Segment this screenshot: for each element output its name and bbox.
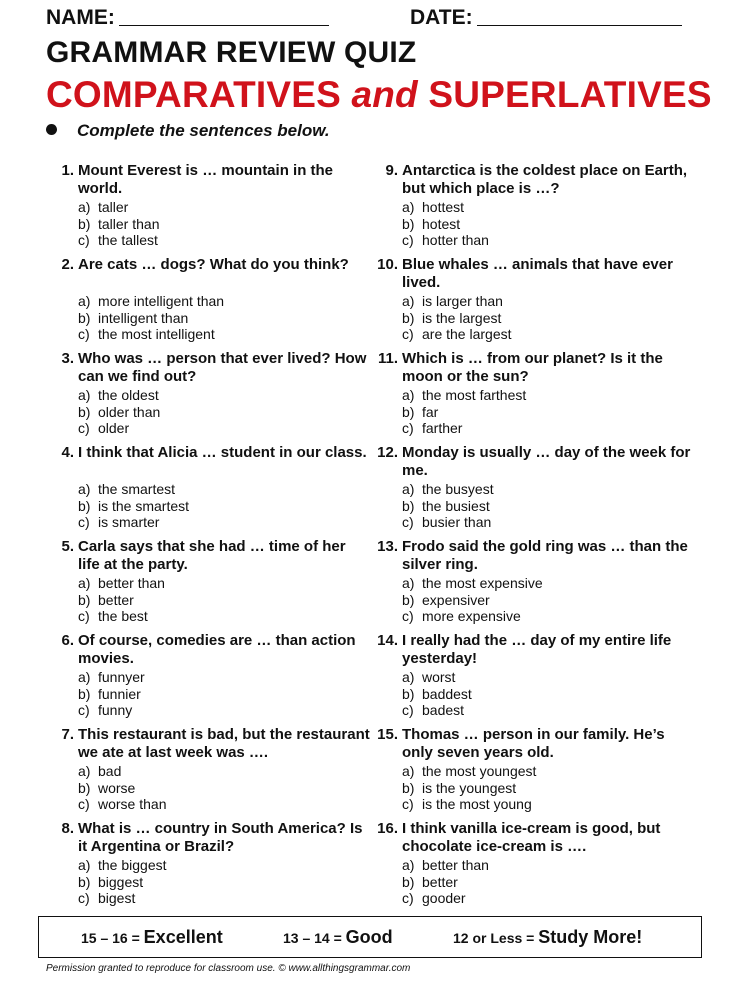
option-text: older than xyxy=(98,403,161,420)
option-letter: a) xyxy=(402,293,415,309)
option-letter: b) xyxy=(78,779,91,796)
question-number: 10. xyxy=(377,256,398,273)
question-number: 7. xyxy=(61,726,74,743)
question-number: 8. xyxy=(61,820,74,837)
answer-options xyxy=(78,199,159,249)
question-item xyxy=(372,162,692,256)
option-letter: c) xyxy=(78,796,90,812)
answer-option[interactable] xyxy=(78,293,224,310)
question-text: Mount Everest is … mountain in the world. xyxy=(78,162,334,197)
answer-option[interactable] xyxy=(402,514,494,531)
option-text: hottest xyxy=(422,199,465,215)
answer-options xyxy=(78,481,189,531)
answer-option[interactable] xyxy=(78,514,189,531)
option-text: badest xyxy=(422,702,465,718)
answer-option[interactable] xyxy=(402,481,494,498)
answer-option[interactable] xyxy=(78,420,160,437)
answer-option[interactable] xyxy=(78,575,165,592)
question-item xyxy=(48,820,368,914)
answer-option[interactable] xyxy=(78,669,145,686)
question-text: Who was … person that ever lived? How can we find out? xyxy=(78,350,367,385)
answer-option[interactable] xyxy=(402,387,526,404)
question-text: Are cats … dogs? What do you think? xyxy=(78,256,349,273)
answer-options xyxy=(402,481,494,531)
date-blank-line[interactable] xyxy=(477,25,682,26)
score-box xyxy=(38,916,702,958)
option-letter: b) xyxy=(402,309,415,326)
question-text: I think that Alicia … student in our class. xyxy=(78,444,367,461)
answer-options xyxy=(402,199,489,249)
option-text: the tallest xyxy=(98,232,158,248)
option-letter: a) xyxy=(402,857,415,873)
answer-option[interactable] xyxy=(402,310,512,327)
question-text: Frodo said the gold ring was … than the silver ring. xyxy=(402,538,688,573)
option-letter: c) xyxy=(78,890,90,906)
question-item xyxy=(48,632,368,726)
question-item xyxy=(372,726,692,820)
question-item xyxy=(372,444,692,538)
question-text: What is … country in South America? Is it Argentina or Brazil? xyxy=(78,820,363,855)
option-text: the busyest xyxy=(422,481,494,497)
option-text: better than xyxy=(422,857,489,873)
option-letter: a) xyxy=(78,387,91,403)
question-number: 16. xyxy=(377,820,398,837)
answer-option[interactable] xyxy=(402,796,536,813)
option-text: the most youngest xyxy=(422,763,537,779)
answer-option[interactable] xyxy=(78,199,159,216)
answer-option[interactable] xyxy=(402,874,489,891)
answer-options xyxy=(402,763,536,813)
option-letter: c) xyxy=(402,890,414,906)
option-letter: a) xyxy=(402,669,415,685)
answer-option[interactable] xyxy=(78,498,189,515)
option-letter: c) xyxy=(78,608,90,624)
answer-options xyxy=(78,669,145,719)
question-number: 3. xyxy=(61,350,74,367)
question-text: Monday is usually … day of the week for me. xyxy=(402,444,691,479)
option-text: is the largest xyxy=(422,309,502,326)
option-letter: a) xyxy=(78,669,91,685)
answer-option[interactable] xyxy=(78,326,224,343)
header-line xyxy=(46,6,706,32)
option-text: funny xyxy=(98,702,133,718)
question-text: Blue whales … animals that have ever lived. xyxy=(402,256,673,291)
option-letter: c) xyxy=(402,702,414,718)
question-text: I think vanilla ice-cream is good, but chocolate ice-cream is …. xyxy=(402,820,661,855)
question-item xyxy=(372,256,692,350)
question-number: 15. xyxy=(377,726,398,743)
question-text: Thomas … person in our family. He’s only seven years old. xyxy=(402,726,665,761)
option-letter: b) xyxy=(78,309,91,326)
quiz-subtitle xyxy=(46,74,712,116)
question-item xyxy=(372,350,692,444)
option-text: far xyxy=(422,403,439,420)
answer-option[interactable] xyxy=(402,890,489,907)
answer-option[interactable] xyxy=(78,686,145,703)
option-text: is the most young xyxy=(422,796,532,812)
answer-option[interactable] xyxy=(402,669,472,686)
option-letter: b) xyxy=(402,591,415,608)
score-excellent xyxy=(81,927,223,948)
option-letter: c) xyxy=(402,232,414,248)
option-letter: c) xyxy=(402,420,414,436)
answer-option[interactable] xyxy=(402,420,526,437)
name-field[interactable] xyxy=(46,6,329,30)
bullet-icon xyxy=(46,124,57,135)
option-text: is the smartest xyxy=(98,497,190,514)
score-result: Good xyxy=(345,927,393,947)
question-text: Carla says that she had … time of her life at the party. xyxy=(78,538,346,573)
option-text: the best xyxy=(98,608,148,624)
answer-option[interactable] xyxy=(402,702,472,719)
answer-option[interactable] xyxy=(402,232,489,249)
question-text: Antarctica is the coldest place on Earth, but which place is …? xyxy=(402,162,688,197)
answer-option[interactable] xyxy=(78,796,166,813)
instruction xyxy=(46,121,330,141)
option-text: the oldest xyxy=(98,387,159,403)
answer-option[interactable] xyxy=(402,216,489,233)
name-label: NAME: xyxy=(46,6,115,29)
name-blank-line[interactable] xyxy=(119,25,329,26)
option-letter: b) xyxy=(402,215,415,232)
answer-option[interactable] xyxy=(78,216,159,233)
question-number: 14. xyxy=(377,632,398,649)
option-letter: c) xyxy=(78,702,90,718)
option-letter: b) xyxy=(78,497,91,514)
answer-options xyxy=(402,387,526,437)
question-number: 9. xyxy=(385,162,398,179)
answer-options xyxy=(78,763,166,813)
option-letter: a) xyxy=(402,575,415,591)
score-range: 12 or Less = xyxy=(453,930,539,946)
score-result: Study More! xyxy=(538,927,643,947)
option-text: busier than xyxy=(422,514,492,530)
question-text: Which is … from our planet? Is it the moon or the sun? xyxy=(402,350,663,385)
answer-options xyxy=(78,387,160,437)
option-letter: b) xyxy=(402,779,415,796)
date-label: DATE: xyxy=(410,6,473,29)
quiz-title: GRAMMAR REVIEW QUIZ xyxy=(46,36,417,69)
option-text: worse than xyxy=(98,796,167,812)
answer-option[interactable] xyxy=(402,780,536,797)
answer-option[interactable] xyxy=(402,326,512,343)
option-text: bad xyxy=(98,763,122,779)
option-letter: b) xyxy=(78,591,91,608)
option-text: is the youngest xyxy=(422,779,517,796)
option-letter: c) xyxy=(402,608,414,624)
answer-option[interactable] xyxy=(78,387,160,404)
option-text: farther xyxy=(422,420,463,436)
option-letter: a) xyxy=(78,199,91,215)
question-item xyxy=(48,350,368,444)
answer-option[interactable] xyxy=(402,763,536,780)
option-text: better xyxy=(98,591,134,608)
answer-option[interactable] xyxy=(402,293,512,310)
option-letter: c) xyxy=(402,514,414,530)
option-text: hotter than xyxy=(422,232,489,248)
answer-option[interactable] xyxy=(402,592,543,609)
option-text: hotest xyxy=(422,215,461,232)
footer-permission: Permission granted to reproduce for classroom use. © www.allthingsgrammar.com xyxy=(46,963,411,974)
option-letter: b) xyxy=(402,873,415,890)
answer-option[interactable] xyxy=(402,404,526,421)
question-item xyxy=(48,444,368,538)
score-range: 13 – 14 = xyxy=(283,930,346,946)
question-number: 1. xyxy=(61,162,74,179)
option-letter: c) xyxy=(402,796,414,812)
option-letter: c) xyxy=(78,326,90,342)
option-text: funnyer xyxy=(98,669,145,685)
option-letter: c) xyxy=(78,232,90,248)
questions-right-column xyxy=(372,162,692,914)
answer-option[interactable] xyxy=(78,592,165,609)
option-letter: a) xyxy=(78,481,91,497)
answer-options xyxy=(78,293,224,343)
option-letter: c) xyxy=(78,420,90,436)
option-letter: b) xyxy=(78,685,91,702)
answer-option[interactable] xyxy=(78,232,159,249)
answer-option[interactable] xyxy=(78,481,189,498)
option-text: are the largest xyxy=(422,326,512,342)
question-item xyxy=(48,538,368,632)
question-item xyxy=(372,538,692,632)
option-text: the most farthest xyxy=(422,387,527,403)
answer-option[interactable] xyxy=(402,199,489,216)
option-text: the biggest xyxy=(98,857,167,873)
option-text: more expensive xyxy=(422,608,521,624)
option-text: more intelligent than xyxy=(98,293,225,309)
answer-option[interactable] xyxy=(78,890,167,907)
score-result: Excellent xyxy=(143,927,223,947)
option-text: the most expensive xyxy=(422,575,543,591)
answer-option[interactable] xyxy=(78,874,167,891)
option-text: taller xyxy=(98,199,129,215)
question-number: 11. xyxy=(377,350,398,367)
option-text: gooder xyxy=(422,890,466,906)
option-text: worst xyxy=(422,669,456,685)
question-text: Of course, comedies are … than action movies. xyxy=(78,632,356,667)
answer-options xyxy=(78,857,167,907)
answer-options xyxy=(402,669,472,719)
answer-option[interactable] xyxy=(402,498,494,515)
answer-option[interactable] xyxy=(78,702,145,719)
option-letter: c) xyxy=(402,326,414,342)
option-letter: b) xyxy=(402,403,415,420)
score-range: 15 – 16 = xyxy=(81,930,144,946)
option-letter: a) xyxy=(402,387,415,403)
option-text: the most intelligent xyxy=(98,326,215,342)
subtitle-and: and xyxy=(351,74,418,115)
answer-options xyxy=(402,575,543,625)
subtitle-comparatives: COMPARATIVES xyxy=(46,74,352,115)
answer-option[interactable] xyxy=(78,310,224,327)
option-letter: b) xyxy=(402,497,415,514)
answer-options xyxy=(78,575,165,625)
option-text: better than xyxy=(98,575,165,591)
question-item xyxy=(48,726,368,820)
option-letter: a) xyxy=(78,293,91,309)
option-letter: b) xyxy=(78,215,91,232)
answer-option[interactable] xyxy=(402,857,489,874)
option-text: bigest xyxy=(98,890,136,906)
question-number: 12. xyxy=(377,444,398,461)
answer-option[interactable] xyxy=(78,763,166,780)
option-letter: a) xyxy=(402,763,415,779)
option-text: biggest xyxy=(98,873,144,890)
option-text: worse xyxy=(98,779,136,796)
option-text: older xyxy=(98,420,130,436)
question-number: 2. xyxy=(61,256,74,273)
subtitle-superlatives: SUPERLATIVES xyxy=(417,74,712,115)
option-text: the smartest xyxy=(98,481,176,497)
question-number: 5. xyxy=(61,538,74,555)
option-letter: a) xyxy=(78,857,91,873)
question-number: 13. xyxy=(377,538,398,555)
option-letter: b) xyxy=(78,403,91,420)
option-text: intelligent than xyxy=(98,309,189,326)
question-text: I really had the … day of my entire life yesterday! xyxy=(402,632,672,667)
answer-option[interactable] xyxy=(78,857,167,874)
option-letter: a) xyxy=(402,481,415,497)
answer-option[interactable] xyxy=(402,686,472,703)
option-text: is larger than xyxy=(422,293,503,309)
option-text: the busiest xyxy=(422,497,490,514)
date-field[interactable] xyxy=(410,6,682,30)
option-text: better xyxy=(422,873,458,890)
answer-option[interactable] xyxy=(402,575,543,592)
question-item xyxy=(372,632,692,726)
answer-option[interactable] xyxy=(78,404,160,421)
option-text: taller than xyxy=(98,215,160,232)
option-text: funnier xyxy=(98,685,141,702)
answer-option[interactable] xyxy=(402,608,543,625)
score-good xyxy=(283,927,393,948)
option-text: baddest xyxy=(422,685,472,702)
option-letter: a) xyxy=(78,575,91,591)
option-letter: a) xyxy=(402,199,415,215)
option-letter: a) xyxy=(78,763,91,779)
answer-option[interactable] xyxy=(78,608,165,625)
question-item xyxy=(48,256,368,350)
option-letter: c) xyxy=(78,514,90,530)
question-number: 6. xyxy=(61,632,74,649)
option-text: is smarter xyxy=(98,514,160,530)
question-item xyxy=(48,162,368,256)
question-number: 4. xyxy=(61,444,74,461)
questions-left-column xyxy=(48,162,368,914)
option-letter: b) xyxy=(402,685,415,702)
answer-options xyxy=(402,293,512,343)
question-item xyxy=(372,820,692,914)
answer-options xyxy=(402,857,489,907)
answer-option[interactable] xyxy=(78,780,166,797)
option-letter: b) xyxy=(78,873,91,890)
instruction-text: Complete the sentences below. xyxy=(77,121,330,140)
question-text: This restaurant is bad, but the restaurant we ate at last week was …. xyxy=(78,726,370,761)
option-text: expensiver xyxy=(422,591,490,608)
score-study-more xyxy=(453,927,642,948)
